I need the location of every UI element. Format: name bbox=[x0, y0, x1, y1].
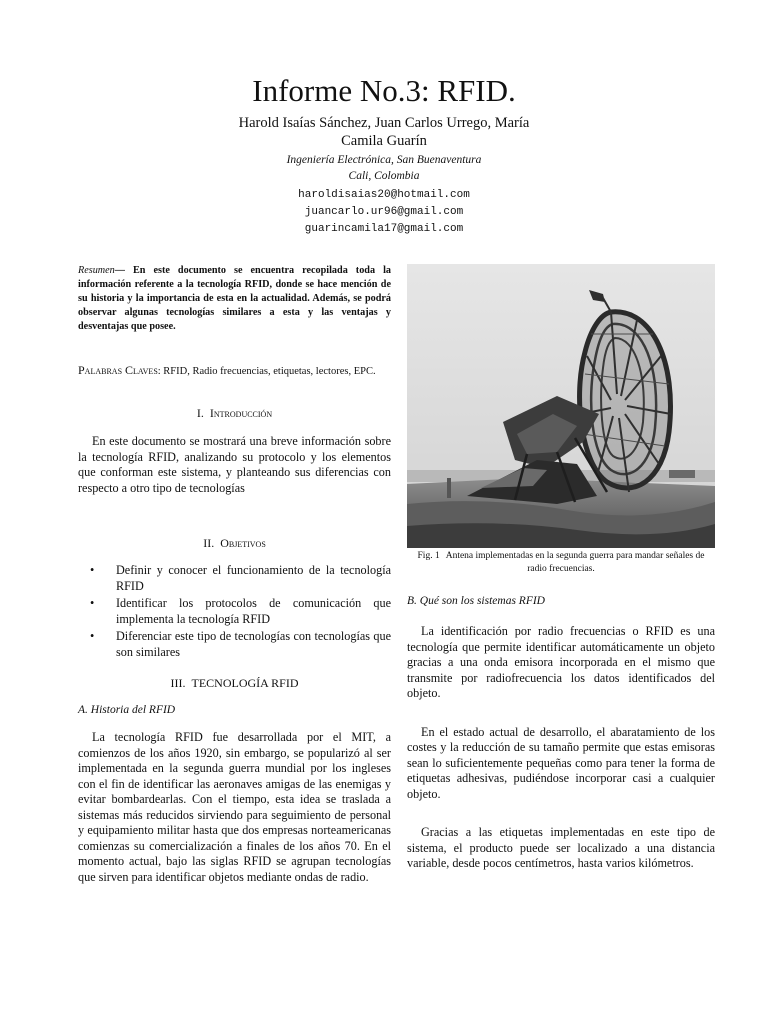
bullet-icon: • bbox=[90, 596, 95, 610]
email-list bbox=[234, 187, 534, 238]
email-address: haroldisaias20@hotmail.com bbox=[298, 189, 470, 201]
abstract-lead: Resumen bbox=[78, 265, 115, 276]
radar-antenna-image bbox=[407, 264, 715, 548]
body-paragraph: En el estado actual de desarrollo, el abaratamiento de los costes y la reducción de su tamaño permite que estas emisoras sean lo suficientemente pequeñas como para tener la forma de etiquetas adhesivas, pudiéndose incorporar casi a cualquier objeto. bbox=[407, 724, 715, 801]
list-item-text: Diferenciar este tipo de tecnologías con tecnologías que son similares bbox=[116, 629, 391, 659]
left-column bbox=[78, 264, 391, 885]
affiliation bbox=[234, 152, 534, 184]
figure-caption-text: Antena implementadas en la segunda guerra para mandar señales de radio frecuencias. bbox=[445, 551, 705, 574]
list-item-text: Definir y conocer el funcionamiento de la tecnología RFID bbox=[116, 563, 391, 593]
email-address: guarincamila17@gmail.com bbox=[304, 223, 464, 235]
affiliation-location: Cali, Colombia bbox=[348, 170, 420, 182]
bullet-icon: • bbox=[90, 563, 95, 577]
keywords bbox=[78, 363, 391, 379]
figure-caption bbox=[407, 550, 715, 576]
abstract-text: En este documento se encuentra recopilada toda la información referente a la tecnología RFID, donde se hace mención de su historia y la importancia de esta en la actualidad. Además, se podrá observar algunas tecnologías similares a esta y las ventajas y desventajas que posee. bbox=[78, 265, 391, 332]
affiliation-institution: Ingeniería Electrónica, San Buenaventura bbox=[286, 154, 482, 166]
subsection-heading-sistemas: B. Qué son los sistemas RFID bbox=[407, 595, 545, 607]
list-item-text: Identificar los protocolos de comunicación que implementa la tecnología RFID bbox=[116, 596, 391, 626]
objectives-list bbox=[78, 563, 391, 660]
list-item bbox=[78, 563, 391, 594]
bullet-icon: • bbox=[90, 629, 95, 643]
section-heading-objetivos bbox=[78, 536, 391, 550]
right-column bbox=[407, 264, 715, 872]
list-item bbox=[78, 629, 391, 660]
section-title: TECNOLOGÍA RFID bbox=[191, 676, 299, 690]
section-number: III. bbox=[170, 676, 186, 690]
section-title: Introducción bbox=[209, 406, 273, 420]
intro-paragraph: En este documento se mostrará una breve información sobre la tecnología RFID, analizando su protocolo y los elementos que conforman este sistema, y planteando sus diferencias con respecto a otro tipo de tecnologías bbox=[78, 434, 391, 495]
radar-antenna-photo bbox=[407, 264, 715, 548]
subsection-heading-historia: A. Historia del RFID bbox=[78, 704, 176, 716]
email-address: juancarlo.ur96@gmail.com bbox=[304, 206, 464, 218]
list-item bbox=[78, 596, 391, 627]
section-heading-introduccion bbox=[78, 406, 391, 420]
author-list: Harold Isaías Sánchez, Juan Carlos Urrego, María Camila Guarín bbox=[238, 115, 530, 149]
body-paragraph: Gracias a las etiquetas implementadas en este tipo de sistema, el producto puede ser localizado a una distancia variable, desde pocos centímetros, hasta varios kilómetros. bbox=[407, 825, 715, 870]
section-title: Objetivos bbox=[220, 536, 266, 550]
keywords-label: Palabras Claves bbox=[78, 363, 158, 377]
section-number: I. bbox=[196, 406, 204, 420]
body-paragraph: La identificación por radio frecuencias o RFID es una tecnología que permite identificar automáticamente un objeto gracias a una onda emisora incorporada en el mismo que transmite por radiofrecuencia los datos identificados del objeto. bbox=[407, 624, 715, 700]
section-heading-tecnologia bbox=[78, 676, 391, 690]
abstract-dash: — bbox=[114, 265, 133, 276]
paper-title: Informe No.3: RFID. bbox=[252, 73, 516, 108]
keywords-text: : RFID, Radio frecuencias, etiquetas, lectores, EPC. bbox=[157, 366, 376, 377]
abstract bbox=[78, 264, 391, 334]
figure-number: Fig. 1 bbox=[417, 551, 440, 561]
section-number: II. bbox=[203, 536, 215, 550]
history-paragraph: La tecnología RFID fue desarrollada por el MIT, a comienzos de los años 1920, sin embargo, se popularizó al ser implementada en la segunda guerra mundial por los ingleses con el fin de identificar las aeronaves amigas de las enemigas y evitar bombardearlas. Con el tiempo, esta idea se traslada a sistemas más reducidos sirviendo para seguimiento de personal y equipamiento militar hasta que dos empresas norteamericanas comienzas su comercialización a finales de los años 70. En el momento actual, bajo las siglas RFID se agrupan tecnologías que sirven para identificar objetos mediante ondas de radio. bbox=[78, 730, 391, 884]
